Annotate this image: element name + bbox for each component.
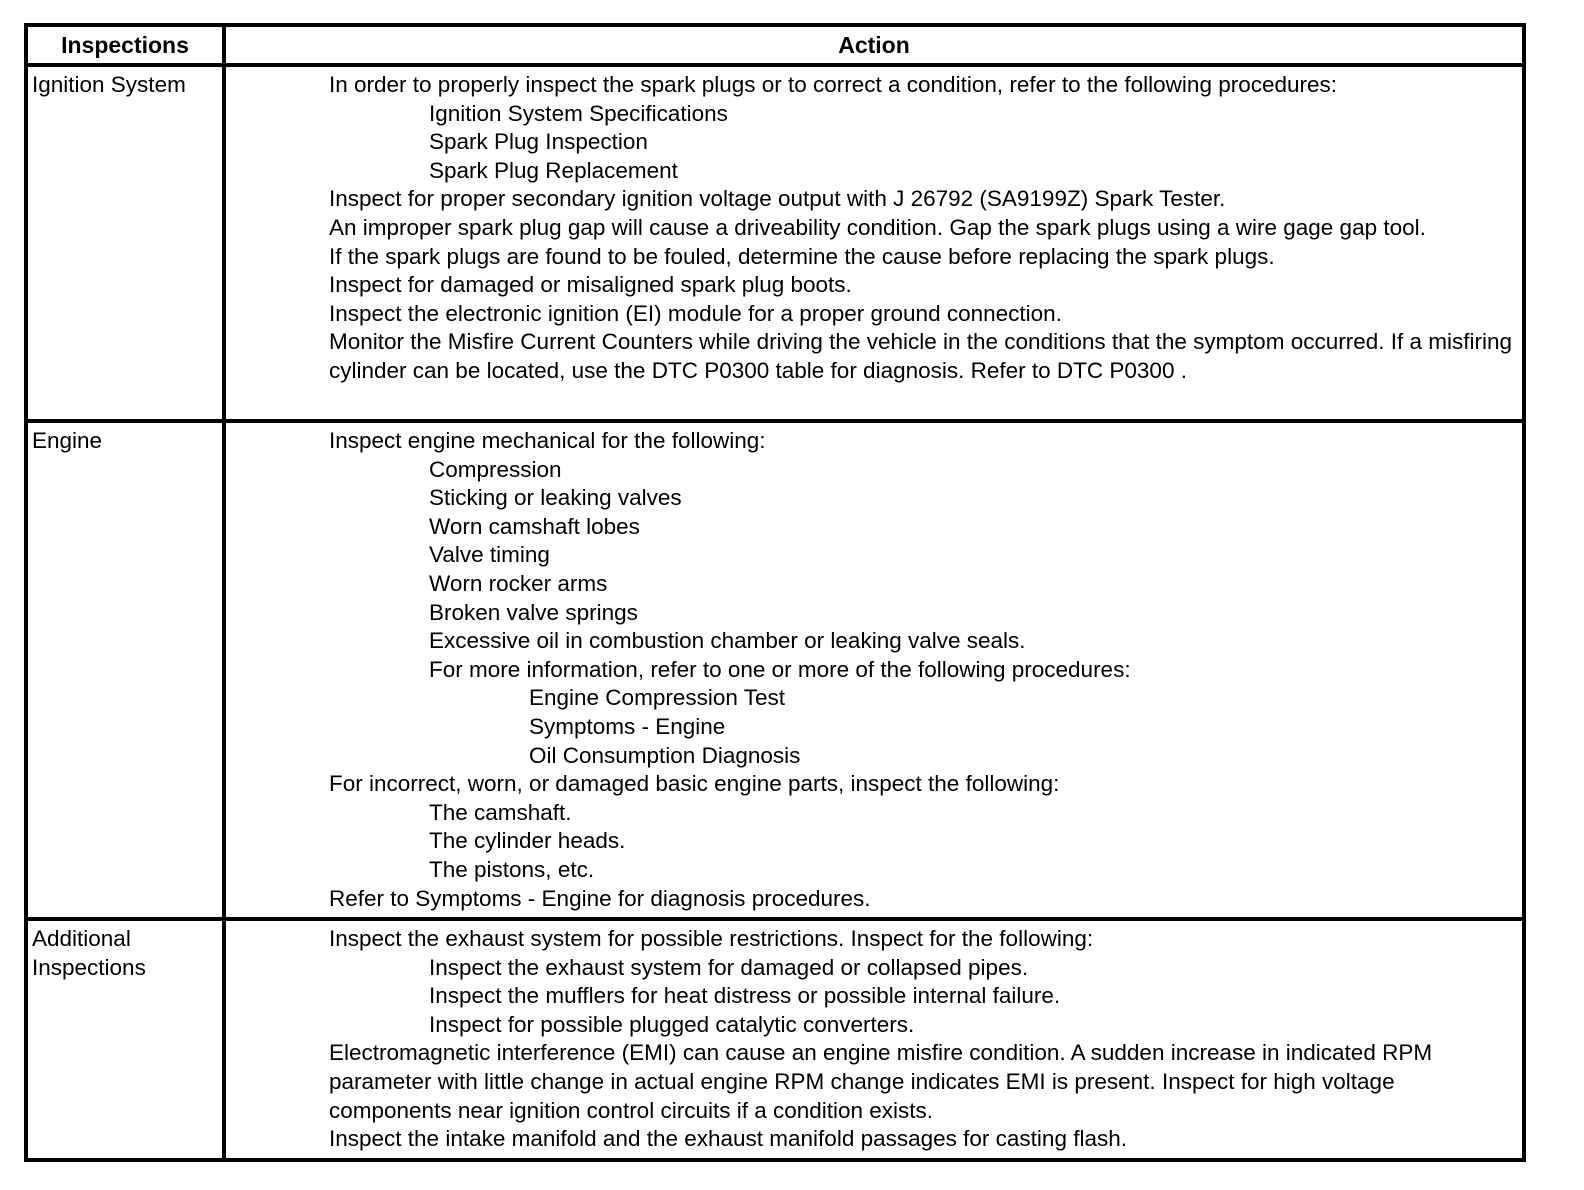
action-line: Inspect for proper secondary ignition voltage output with J 26792 (SA9199Z) Spark Tester. bbox=[329, 186, 1226, 212]
action-line: Spark Plug Replacement bbox=[429, 157, 678, 183]
action-cell bbox=[224, 421, 1524, 919]
action-line: Inspect the exhaust system for possible restrictions. Inspect for the following: bbox=[329, 926, 1094, 952]
inspection-cell: Additional Inspections bbox=[26, 919, 224, 1160]
action-line: Engine Compression Test bbox=[529, 685, 785, 711]
action-line: The cylinder heads. bbox=[429, 828, 626, 854]
action-line: Inspect the electronic ignition (EI) module for a proper ground connection. bbox=[329, 300, 1062, 326]
action-line: The pistons, etc. bbox=[429, 856, 595, 882]
inspections-column-header: Inspections bbox=[26, 25, 224, 65]
action-line: Inspect for possible plugged catalytic converters. bbox=[429, 1011, 915, 1037]
action-line: For more information, refer to one or more of the following procedures: bbox=[429, 656, 1131, 682]
action-line: Electromagnetic interference (EMI) can cause an engine misfire condition. A sudden increase in indicated RPM parameter with little change in actual engine RPM change indicates EMI is present. Inspect for high voltage components near ignition control circuits if a condition exists. bbox=[329, 1040, 1433, 1123]
action-line: Symptoms - Engine bbox=[529, 713, 726, 739]
action-cell bbox=[224, 919, 1524, 1160]
action-line: Inspect the intake manifold and the exhaust manifold passages for casting flash. bbox=[329, 1126, 1127, 1152]
action-line: In order to properly inspect the spark plugs or to correct a condition, refer to the following procedures: bbox=[329, 72, 1338, 97]
table-header-row bbox=[26, 25, 1524, 65]
action-line: Spark Plug Inspection bbox=[429, 129, 648, 155]
action-line: Compression bbox=[429, 456, 562, 482]
action-line: Excessive oil in combustion chamber or leaking valve seals. bbox=[429, 628, 1026, 654]
inspection-cell: Ignition System bbox=[26, 65, 224, 421]
action-line: Sticking or leaking valves bbox=[429, 485, 682, 511]
action-line: Valve timing bbox=[429, 542, 550, 568]
action-line: Inspect the exhaust system for damaged or collapsed pipes. bbox=[429, 954, 1029, 980]
inspection-cell: Engine bbox=[26, 421, 224, 919]
action-line: Inspect the mufflers for heat distress or possible internal failure. bbox=[429, 983, 1061, 1009]
action-line: Inspect engine mechanical for the following: bbox=[329, 428, 766, 453]
action-line: Refer to Symptoms - Engine for diagnosis procedures. bbox=[329, 885, 871, 911]
table-row-ignition-system bbox=[26, 65, 1524, 421]
inspection-table bbox=[24, 23, 1526, 1162]
action-line: Worn camshaft lobes bbox=[429, 513, 640, 539]
action-line: Worn rocker arms bbox=[429, 570, 608, 596]
table-row-engine bbox=[26, 421, 1524, 919]
action-line: Monitor the Misfire Current Counters while driving the vehicle in the conditions that the symptom occurred. If a misfiring cylinder can be located, use the DTC P0300 table for diagnosis. Refer to DTC P0300 . bbox=[329, 329, 1513, 383]
action-line: Broken valve springs bbox=[429, 599, 638, 625]
action-line: Inspect for damaged or misaligned spark plug boots. bbox=[329, 272, 852, 298]
action-line: Oil Consumption Diagnosis bbox=[529, 742, 801, 768]
action-line: If the spark plugs are found to be fouled, determine the cause before replacing the spark plugs. bbox=[329, 243, 1275, 269]
table-row-additional-inspections bbox=[26, 919, 1524, 1160]
action-line: The camshaft. bbox=[429, 799, 572, 825]
action-cell bbox=[224, 65, 1524, 421]
action-column-header: Action bbox=[224, 25, 1524, 65]
action-line: An improper spark plug gap will cause a driveability condition. Gap the spark plugs using a wire gage gap tool. bbox=[329, 214, 1426, 240]
action-line: Ignition System Specifications bbox=[429, 100, 728, 126]
action-line: For incorrect, worn, or damaged basic engine parts, inspect the following: bbox=[329, 771, 1060, 797]
